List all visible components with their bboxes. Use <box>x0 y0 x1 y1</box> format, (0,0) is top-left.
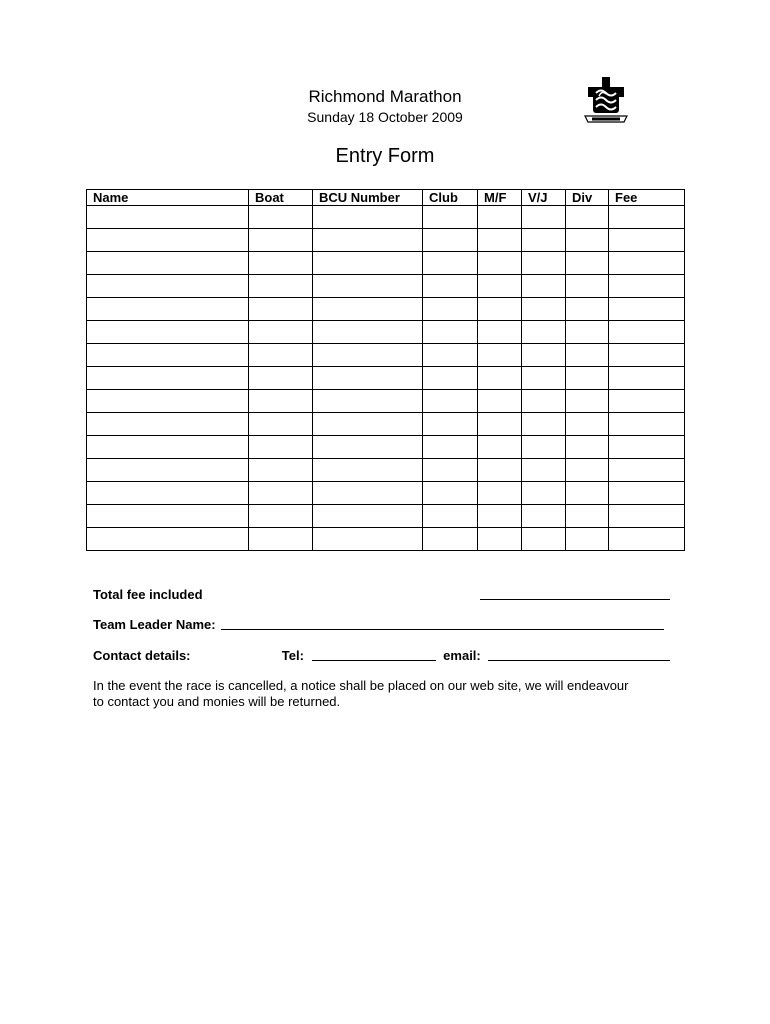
column-header-bcu-number: BCU Number <box>313 190 423 206</box>
boat-input[interactable] <box>255 414 306 434</box>
fee-input[interactable] <box>615 437 678 457</box>
cell-mf <box>478 275 522 298</box>
cell-name <box>87 252 249 275</box>
mf-input[interactable] <box>484 391 515 411</box>
table-row <box>87 413 685 436</box>
boat-input[interactable] <box>255 529 306 549</box>
cell-name <box>87 229 249 252</box>
name-input[interactable] <box>93 529 242 549</box>
mf-input[interactable] <box>484 207 515 227</box>
fee-input[interactable] <box>615 368 678 388</box>
name-input[interactable] <box>93 276 242 296</box>
club-input[interactable] <box>429 322 471 342</box>
fee-input[interactable] <box>615 345 678 365</box>
table-row <box>87 482 685 505</box>
cell-vj <box>522 528 566 551</box>
club-input[interactable] <box>429 391 471 411</box>
cell-vj <box>522 459 566 482</box>
boat-input[interactable] <box>255 276 306 296</box>
cell-div <box>566 413 609 436</box>
cell-mf <box>478 436 522 459</box>
cell-fee <box>609 298 685 321</box>
cell-bcu-number <box>313 367 423 390</box>
bcu-number-input[interactable] <box>319 437 416 457</box>
name-input[interactable] <box>93 299 242 319</box>
cell-fee <box>609 252 685 275</box>
vj-input[interactable] <box>528 391 559 411</box>
cell-vj <box>522 206 566 229</box>
bcu-number-input[interactable] <box>319 322 416 342</box>
cell-div <box>566 367 609 390</box>
bcu-number-input[interactable] <box>319 529 416 549</box>
vj-input[interactable] <box>528 437 559 457</box>
cell-mf <box>478 413 522 436</box>
div-input[interactable] <box>572 230 602 250</box>
cell-div <box>566 482 609 505</box>
cell-bcu-number <box>313 344 423 367</box>
fee-input[interactable] <box>615 299 678 319</box>
cell-fee <box>609 436 685 459</box>
team-leader-line <box>93 617 664 632</box>
cell-bcu-number <box>313 298 423 321</box>
column-header-fee: Fee <box>609 190 685 206</box>
cell-mf <box>478 390 522 413</box>
name-input[interactable] <box>93 483 242 503</box>
bcu-number-input[interactable] <box>319 253 416 273</box>
table-row <box>87 229 685 252</box>
boat-input[interactable] <box>255 345 306 365</box>
cell-club <box>423 344 478 367</box>
cell-boat <box>249 229 313 252</box>
bcu-number-input[interactable] <box>319 276 416 296</box>
cell-fee <box>609 229 685 252</box>
boat-input[interactable] <box>255 368 306 388</box>
name-input[interactable] <box>93 345 242 365</box>
vj-input[interactable] <box>528 460 559 480</box>
cell-vj <box>522 482 566 505</box>
name-input[interactable] <box>93 437 242 457</box>
cell-name <box>87 298 249 321</box>
name-input[interactable] <box>93 460 242 480</box>
cell-club <box>423 206 478 229</box>
bcu-number-input[interactable] <box>319 391 416 411</box>
cell-vj <box>522 298 566 321</box>
club-input[interactable] <box>429 414 471 434</box>
entry-table-body <box>87 206 685 551</box>
cell-mf <box>478 252 522 275</box>
div-input[interactable] <box>572 345 602 365</box>
cell-boat <box>249 505 313 528</box>
cell-club <box>423 413 478 436</box>
name-input[interactable] <box>93 368 242 388</box>
cell-name <box>87 505 249 528</box>
mf-input[interactable] <box>484 437 515 457</box>
column-header-vj: V/J <box>522 190 566 206</box>
team-leader-label: Team Leader Name: <box>93 617 216 632</box>
cell-mf <box>478 344 522 367</box>
cell-div <box>566 459 609 482</box>
cell-club <box>423 275 478 298</box>
div-input[interactable] <box>572 391 602 411</box>
div-input[interactable] <box>572 483 602 503</box>
cancellation-notice: In the event the race is cancelled, a notice shall be placed on our web site, we will endeavour to contact you and monies will be returned. <box>93 678 629 709</box>
cell-bcu-number <box>313 206 423 229</box>
cell-boat <box>249 275 313 298</box>
bcu-number-input[interactable] <box>319 299 416 319</box>
cell-mf <box>478 206 522 229</box>
cell-fee <box>609 482 685 505</box>
vj-input[interactable] <box>528 414 559 434</box>
cell-div <box>566 298 609 321</box>
cell-club <box>423 505 478 528</box>
fee-input[interactable] <box>615 230 678 250</box>
club-input[interactable] <box>429 345 471 365</box>
column-header-mf: M/F <box>478 190 522 206</box>
cell-boat <box>249 459 313 482</box>
fee-input[interactable] <box>615 207 678 227</box>
mf-input[interactable] <box>484 230 515 250</box>
mf-input[interactable] <box>484 414 515 434</box>
fee-input[interactable] <box>615 276 678 296</box>
cell-fee <box>609 505 685 528</box>
cell-name <box>87 390 249 413</box>
fee-input[interactable] <box>615 391 678 411</box>
cell-fee <box>609 367 685 390</box>
cell-boat <box>249 413 313 436</box>
boat-input[interactable] <box>255 299 306 319</box>
vj-input[interactable] <box>528 207 559 227</box>
table-row <box>87 298 685 321</box>
div-input[interactable] <box>572 414 602 434</box>
club-input[interactable] <box>429 276 471 296</box>
cell-club <box>423 321 478 344</box>
total-fee-blank <box>480 587 670 600</box>
mf-input[interactable] <box>484 483 515 503</box>
tel-label: Tel: <box>281 648 304 663</box>
cell-bcu-number <box>313 436 423 459</box>
vj-input[interactable] <box>528 253 559 273</box>
cell-club <box>423 436 478 459</box>
cell-vj <box>522 275 566 298</box>
cell-boat <box>249 252 313 275</box>
club-input[interactable] <box>429 437 471 457</box>
email-blank <box>488 648 670 661</box>
cell-fee <box>609 344 685 367</box>
table-row <box>87 206 685 229</box>
div-input[interactable] <box>572 322 602 342</box>
team-leader-blank <box>221 617 664 630</box>
total-fee-line <box>93 587 670 602</box>
name-input[interactable] <box>93 253 242 273</box>
vj-input[interactable] <box>528 345 559 365</box>
tel-input[interactable] <box>312 651 436 663</box>
cell-club <box>423 252 478 275</box>
cell-bcu-number <box>313 321 423 344</box>
vj-input[interactable] <box>528 368 559 388</box>
cell-name <box>87 275 249 298</box>
fee-input[interactable] <box>615 483 678 503</box>
cell-boat <box>249 344 313 367</box>
cell-vj <box>522 505 566 528</box>
cell-boat <box>249 436 313 459</box>
name-input[interactable] <box>93 230 242 250</box>
name-input[interactable] <box>93 414 242 434</box>
cell-club <box>423 482 478 505</box>
cell-div <box>566 436 609 459</box>
cell-club <box>423 390 478 413</box>
boat-input[interactable] <box>255 483 306 503</box>
cell-mf <box>478 229 522 252</box>
entry-table <box>86 189 685 551</box>
cell-mf <box>478 459 522 482</box>
cell-name <box>87 206 249 229</box>
club-input[interactable] <box>429 460 471 480</box>
cell-boat <box>249 390 313 413</box>
cell-name <box>87 528 249 551</box>
table-row <box>87 459 685 482</box>
cell-name <box>87 367 249 390</box>
table-row <box>87 321 685 344</box>
cell-vj <box>522 344 566 367</box>
cell-mf <box>478 505 522 528</box>
fee-input[interactable] <box>615 414 678 434</box>
event-date: Sunday 18 October 2009 <box>307 109 463 125</box>
fee-input[interactable] <box>615 506 678 526</box>
cell-bcu-number <box>313 413 423 436</box>
cell-div <box>566 275 609 298</box>
cell-fee <box>609 206 685 229</box>
vj-input[interactable] <box>528 529 559 549</box>
cell-mf <box>478 298 522 321</box>
table-row <box>87 390 685 413</box>
div-input[interactable] <box>572 368 602 388</box>
cell-mf <box>478 367 522 390</box>
cell-div <box>566 252 609 275</box>
cell-bcu-number <box>313 252 423 275</box>
cell-div <box>566 505 609 528</box>
cell-mf <box>478 528 522 551</box>
bcu-number-input[interactable] <box>319 207 416 227</box>
cell-bcu-number <box>313 229 423 252</box>
div-input[interactable] <box>572 253 602 273</box>
fee-input[interactable] <box>615 529 678 549</box>
club-input[interactable] <box>429 483 471 503</box>
email-input[interactable] <box>488 651 670 663</box>
team-leader-input[interactable] <box>221 620 664 632</box>
boat-input[interactable] <box>255 322 306 342</box>
column-header-boat: Boat <box>249 190 313 206</box>
cell-club <box>423 298 478 321</box>
cell-name <box>87 321 249 344</box>
contact-details-line <box>93 648 670 663</box>
table-row <box>87 505 685 528</box>
boat-input[interactable] <box>255 506 306 526</box>
cell-vj <box>522 367 566 390</box>
club-input[interactable] <box>429 230 471 250</box>
vj-input[interactable] <box>528 483 559 503</box>
cell-mf <box>478 482 522 505</box>
cell-vj <box>522 252 566 275</box>
name-input[interactable] <box>93 391 242 411</box>
cell-div <box>566 321 609 344</box>
club-input[interactable] <box>429 368 471 388</box>
div-input[interactable] <box>572 529 602 549</box>
table-row <box>87 275 685 298</box>
cell-boat <box>249 321 313 344</box>
cell-bcu-number <box>313 390 423 413</box>
fee-input[interactable] <box>615 322 678 342</box>
cell-boat <box>249 367 313 390</box>
cell-boat <box>249 206 313 229</box>
name-input[interactable] <box>93 322 242 342</box>
cell-club <box>423 528 478 551</box>
form-title: Entry Form <box>335 145 435 167</box>
contact-details-label: Contact details: <box>93 648 191 663</box>
cell-div <box>566 229 609 252</box>
cell-bcu-number <box>313 459 423 482</box>
cell-boat <box>249 528 313 551</box>
boat-input[interactable] <box>255 437 306 457</box>
cell-boat <box>249 482 313 505</box>
boat-input[interactable] <box>255 207 306 227</box>
div-input[interactable] <box>572 506 602 526</box>
club-input[interactable] <box>429 299 471 319</box>
boat-input[interactable] <box>255 230 306 250</box>
mf-input[interactable] <box>484 253 515 273</box>
column-header-div: Div <box>566 190 609 206</box>
club-input[interactable] <box>429 207 471 227</box>
div-input[interactable] <box>572 437 602 457</box>
cell-fee <box>609 390 685 413</box>
cell-div <box>566 528 609 551</box>
club-input[interactable] <box>429 529 471 549</box>
total-fee-input[interactable] <box>480 590 670 602</box>
cell-mf <box>478 321 522 344</box>
cell-vj <box>522 436 566 459</box>
boat-input[interactable] <box>255 391 306 411</box>
bcu-number-input[interactable] <box>319 345 416 365</box>
bcu-number-input[interactable] <box>319 483 416 503</box>
div-input[interactable] <box>572 207 602 227</box>
mf-input[interactable] <box>484 506 515 526</box>
mf-input[interactable] <box>484 276 515 296</box>
cell-bcu-number <box>313 275 423 298</box>
table-row <box>87 367 685 390</box>
cell-club <box>423 229 478 252</box>
mf-input[interactable] <box>484 345 515 365</box>
vj-input[interactable] <box>528 299 559 319</box>
cell-bcu-number <box>313 505 423 528</box>
div-input[interactable] <box>572 460 602 480</box>
cell-vj <box>522 390 566 413</box>
cell-bcu-number <box>313 482 423 505</box>
cell-fee <box>609 321 685 344</box>
boat-input[interactable] <box>255 460 306 480</box>
vj-input[interactable] <box>528 322 559 342</box>
tel-blank <box>312 648 436 661</box>
cell-bcu-number <box>313 528 423 551</box>
cell-div <box>566 344 609 367</box>
table-row <box>87 436 685 459</box>
club-input[interactable] <box>429 253 471 273</box>
vj-input[interactable] <box>528 230 559 250</box>
column-header-club: Club <box>423 190 478 206</box>
name-input[interactable] <box>93 506 242 526</box>
cell-vj <box>522 321 566 344</box>
cell-name <box>87 482 249 505</box>
fee-input[interactable] <box>615 460 678 480</box>
column-header-name: Name <box>87 190 249 206</box>
cell-name <box>87 459 249 482</box>
table-row <box>87 528 685 551</box>
boat-input[interactable] <box>255 253 306 273</box>
mf-input[interactable] <box>484 529 515 549</box>
club-crest-logo <box>582 76 630 126</box>
cell-vj <box>522 229 566 252</box>
table-row <box>87 252 685 275</box>
vj-input[interactable] <box>528 506 559 526</box>
cell-club <box>423 367 478 390</box>
bcu-number-input[interactable] <box>319 506 416 526</box>
cell-fee <box>609 459 685 482</box>
bcu-number-input[interactable] <box>319 460 416 480</box>
fee-input[interactable] <box>615 253 678 273</box>
event-title: Richmond Marathon <box>308 87 462 106</box>
cell-div <box>566 206 609 229</box>
email-label: email: <box>443 648 481 663</box>
cell-boat <box>249 298 313 321</box>
bcu-number-input[interactable] <box>319 230 416 250</box>
div-input[interactable] <box>572 299 602 319</box>
cell-fee <box>609 413 685 436</box>
club-input[interactable] <box>429 506 471 526</box>
table-row <box>87 344 685 367</box>
cell-vj <box>522 413 566 436</box>
mf-input[interactable] <box>484 460 515 480</box>
cell-name <box>87 344 249 367</box>
cell-div <box>566 390 609 413</box>
mf-input[interactable] <box>484 299 515 319</box>
mf-input[interactable] <box>484 322 515 342</box>
cell-fee <box>609 275 685 298</box>
cell-name <box>87 413 249 436</box>
total-fee-label: Total fee included <box>93 587 203 602</box>
div-input[interactable] <box>572 276 602 296</box>
cell-fee <box>609 528 685 551</box>
cell-club <box>423 459 478 482</box>
bcu-number-input[interactable] <box>319 414 416 434</box>
vj-input[interactable] <box>528 276 559 296</box>
name-input[interactable] <box>93 207 242 227</box>
table-header-row <box>87 190 685 206</box>
cell-name <box>87 436 249 459</box>
mf-input[interactable] <box>484 368 515 388</box>
bcu-number-input[interactable] <box>319 368 416 388</box>
